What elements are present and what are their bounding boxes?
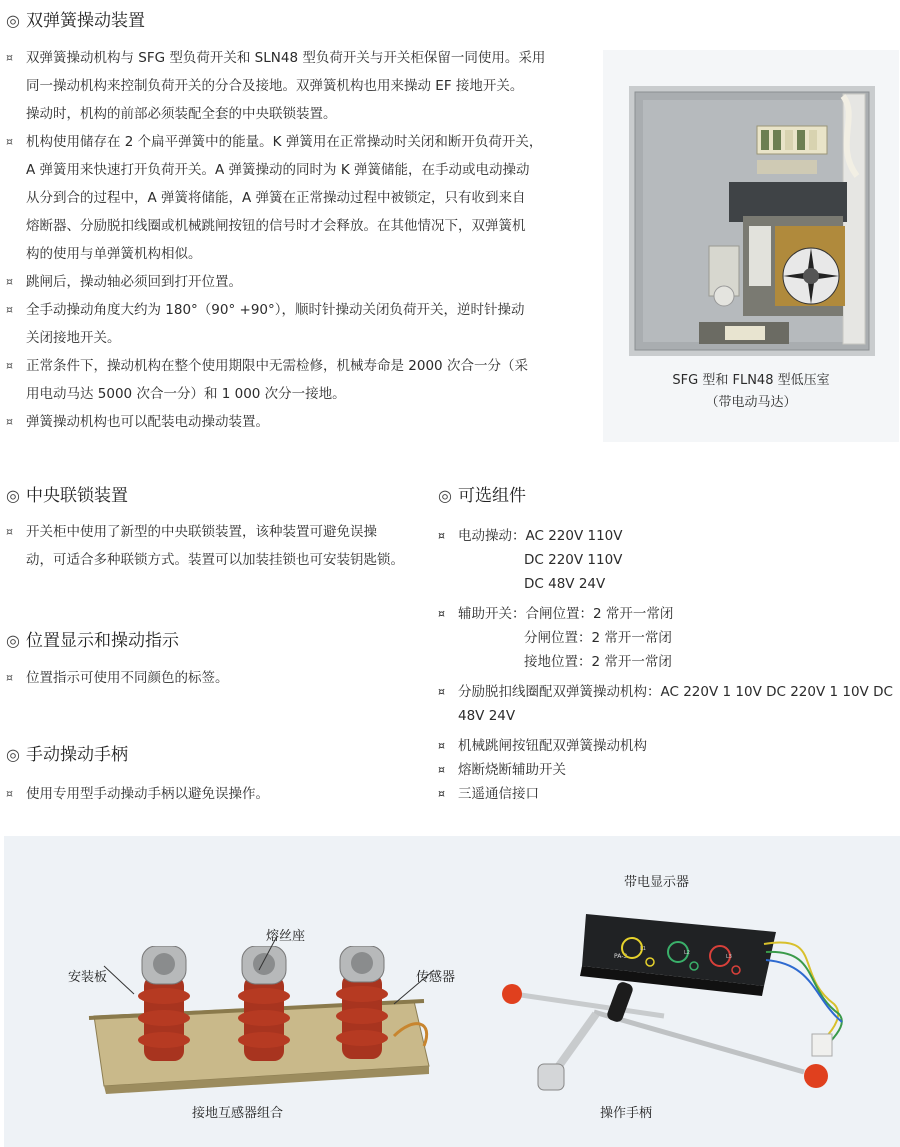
list-item bbox=[6, 268, 586, 296]
text-line: DC 220V 110V bbox=[524, 552, 623, 568]
text-line: 分闸位置：2 常开一常闭 bbox=[524, 630, 672, 646]
section-title-text: 双弹簧操动装置 bbox=[25, 11, 145, 31]
text-line: 使用专用型手动操动手柄以避免误操作。 bbox=[26, 786, 269, 802]
text-line: 熔断器、分励脱扣线圈或机械跳闸按钮的信号时才会释放。在其他情况下，双弹簧机 bbox=[26, 218, 526, 234]
circle-mark-icon: ◎ bbox=[6, 631, 20, 650]
list-item bbox=[438, 602, 900, 626]
optional-aux-switch bbox=[438, 602, 900, 674]
text-line: 正常条件下，操动机构在整个使用期限中无需检修，机械寿命是 2000 次合一分（采 bbox=[26, 358, 528, 374]
section-title-text: 位置显示和操动指示 bbox=[25, 631, 179, 651]
display-text-l1: L1 bbox=[640, 946, 646, 952]
bullet-icon: ¤ bbox=[6, 51, 13, 64]
list-item bbox=[438, 758, 900, 782]
text-line: 开关柜中使用了新型的中央联锁装置，该种装置可避免误操 bbox=[26, 524, 377, 540]
list-item bbox=[6, 44, 586, 128]
text-line: 构的使用与单弹簧机构相似。 bbox=[26, 246, 202, 262]
bullet-icon: ¤ bbox=[438, 685, 445, 698]
text-line: 动，可适合多种联锁方式。装置可以加装挂锁也可安装钥匙锁。 bbox=[26, 552, 404, 568]
circle-mark-icon: ◎ bbox=[6, 486, 20, 505]
bullet-icon: ¤ bbox=[6, 671, 13, 684]
text-line: 弹簧操动机构也可以配装电动操动装置。 bbox=[26, 414, 269, 430]
optional-others bbox=[438, 734, 900, 806]
text-line: 位置指示可使用不同颜色的标签。 bbox=[26, 670, 229, 686]
section1-list bbox=[6, 44, 586, 436]
label-fuse-base: 熔丝座 bbox=[266, 929, 306, 944]
text-line: 48V 24V bbox=[458, 708, 516, 724]
list-item bbox=[6, 128, 586, 268]
text-line: 操动时，机构的前部必须装配全套的中央联锁装置。 bbox=[26, 106, 337, 122]
text-line: 双弹簧操动机构与 SFG 型负荷开关和 SLN48 型负荷开关与开关柜保留一同使用。采用 bbox=[26, 50, 546, 66]
bullet-icon: ¤ bbox=[438, 529, 445, 542]
list-item bbox=[6, 352, 586, 408]
label-leader-lines bbox=[64, 926, 484, 1046]
section2-list bbox=[6, 518, 426, 574]
section-title-text: 中央联锁装置 bbox=[25, 486, 128, 506]
display-text-pa3: PA-3 bbox=[614, 953, 628, 960]
circle-mark-icon: ◎ bbox=[438, 486, 452, 505]
text-line: 全手动操动角度大约为 180°（90° +90°），顺时针操动关闭负荷开关，逆时针操动 bbox=[26, 302, 525, 318]
circle-mark-icon: ◎ bbox=[6, 745, 20, 764]
text-line: 从分到合的过程中，A 弹簧将储能，A 弹簧在正常操动过程中被锁定，只有收到来自 bbox=[26, 190, 526, 206]
display-text-l2: L2 bbox=[684, 950, 690, 956]
list-item bbox=[6, 408, 586, 436]
photo-panel bbox=[603, 50, 899, 442]
bullet-icon: ¤ bbox=[6, 275, 13, 288]
text-line: 用电动马达 5000 次合一分）和 1 000 次分一接地。 bbox=[26, 386, 346, 402]
label-mounting-plate: 安装板 bbox=[68, 970, 108, 985]
photo-caption bbox=[603, 370, 899, 414]
bullet-icon: ¤ bbox=[438, 607, 445, 620]
label-live-display: 带电显示器 bbox=[624, 875, 690, 890]
section-title-interlock bbox=[6, 481, 128, 506]
caption-line: SFG 型和 FLN48 型低压室 bbox=[672, 373, 830, 388]
section-title-text: 手动操动手柄 bbox=[25, 745, 128, 765]
optional-motor bbox=[438, 524, 900, 596]
bullet-icon: ¤ bbox=[438, 739, 445, 752]
text-line: A 弹簧用来快速打开负荷开关。A 弹簧操动的同时为 K 弹簧储能，在手动或电动操动 bbox=[26, 162, 530, 178]
text-line: DC 48V 24V bbox=[524, 576, 606, 592]
section-title-manual-handle bbox=[6, 740, 128, 765]
text-line: 电动操动：AC 220V 110V bbox=[458, 528, 623, 544]
text-line: 同一操动机构来控制负荷开关的分合及接地。双弹簧机构也用来操动 EF 接地开关。 bbox=[26, 78, 524, 94]
label-sensor: 传感器 bbox=[416, 970, 456, 985]
display-text-l3: L3 bbox=[726, 954, 732, 960]
text-line: 分励脱扣线圈配双弹簧操动机构：AC 220V 1 10V DC 220V 1 10V DC bbox=[458, 684, 893, 700]
list-item bbox=[6, 518, 426, 574]
bullet-icon: ¤ bbox=[6, 415, 13, 428]
list-item bbox=[438, 782, 900, 806]
list-item bbox=[438, 524, 900, 548]
bullet-icon: ¤ bbox=[438, 763, 445, 776]
bottom-product-panel bbox=[4, 836, 900, 1147]
section4-list bbox=[6, 780, 426, 808]
text-line: 机械跳闸按钮配双弹簧操动机构 bbox=[458, 738, 647, 754]
list-item bbox=[438, 734, 900, 758]
bullet-icon: ¤ bbox=[6, 359, 13, 372]
bullet-icon: ¤ bbox=[6, 525, 13, 538]
text-line: 接地位置：2 常开一常闭 bbox=[524, 654, 672, 670]
list-item bbox=[6, 664, 426, 692]
label-operating-handle: 操作手柄 bbox=[600, 1106, 653, 1121]
section-title-optional bbox=[438, 481, 526, 506]
optional-trip-coil bbox=[438, 680, 900, 728]
text-line: 辅助开关：合闸位置：2 常开一常闭 bbox=[458, 606, 674, 622]
bullet-icon: ¤ bbox=[438, 787, 445, 800]
bullet-icon: ¤ bbox=[6, 135, 13, 148]
section-title-double-spring bbox=[6, 6, 145, 31]
label-grounding-combo: 接地互感器组合 bbox=[192, 1106, 284, 1121]
section-title-position-indicator bbox=[6, 626, 179, 651]
list-item bbox=[6, 780, 426, 808]
low-voltage-cabinet-photo bbox=[629, 86, 875, 356]
text-line: 关闭接地开关。 bbox=[26, 330, 121, 346]
text-line: 跳闸后，操动轴必须回到打开位置。 bbox=[26, 274, 242, 290]
section-title-text: 可选组件 bbox=[457, 486, 526, 506]
section3-list bbox=[6, 664, 426, 692]
text-line: 三遥通信接口 bbox=[458, 786, 539, 802]
list-item bbox=[438, 680, 900, 704]
bullet-icon: ¤ bbox=[6, 787, 13, 800]
list-item bbox=[6, 296, 586, 352]
circle-mark-icon: ◎ bbox=[6, 11, 20, 30]
text-line: 熔断烧断辅助开关 bbox=[458, 762, 566, 778]
bullet-icon: ¤ bbox=[6, 303, 13, 316]
caption-line: （带电动马达） bbox=[705, 395, 797, 410]
text-line: 机构使用储存在 2 个扁平弹簧中的能量。K 弹簧用在正常操动时关闭和断开负荷开关， bbox=[26, 134, 543, 150]
live-display-and-handle-image bbox=[494, 904, 874, 1114]
